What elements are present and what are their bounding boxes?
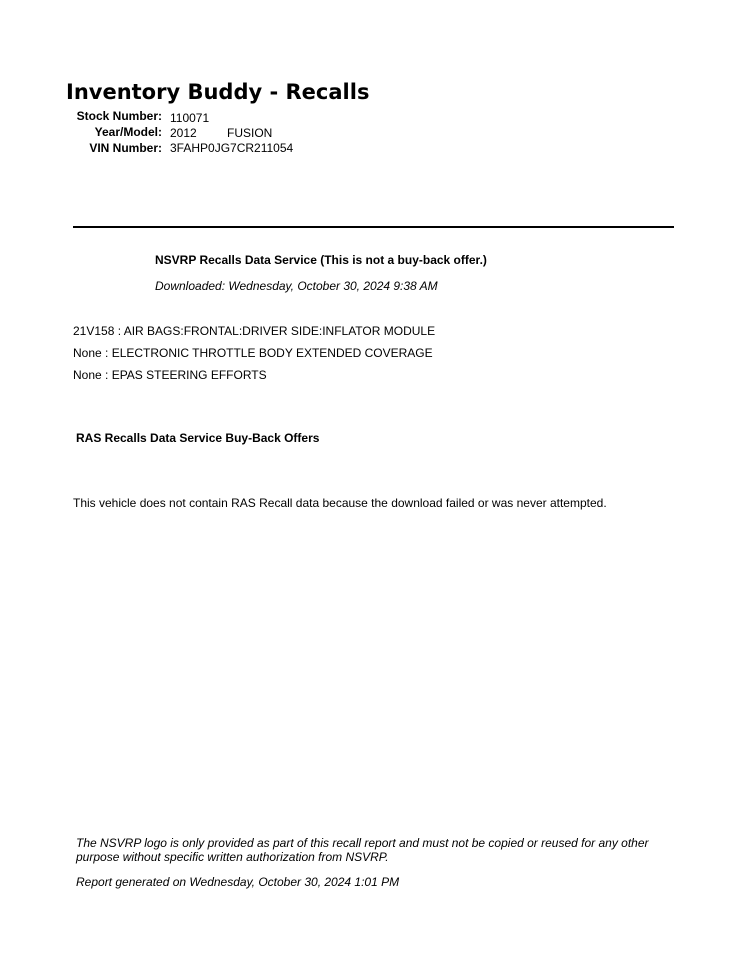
model-value: FUSION: [227, 126, 273, 140]
recall-item: None : EPAS STEERING EFFORTS: [73, 368, 267, 382]
year-model-label: Year/Model:: [94, 125, 162, 139]
year-value: 2012: [170, 126, 197, 140]
nsvrp-disclaimer: The NSVRP logo is only provided as part of this recall report and must not be copied or reused for any other purpose without specific written authorization from NSVRP.: [76, 836, 649, 864]
ras-message: This vehicle does not contain RAS Recall data because the download failed or was never attempted.: [73, 496, 607, 510]
stock-number-value: 110071: [170, 111, 210, 125]
stock-number-label: Stock Number:: [76, 109, 162, 123]
vin-number-label: VIN Number:: [89, 141, 162, 155]
section-divider: [73, 226, 674, 228]
vin-number-value: 3FAHP0JG7CR211054: [170, 141, 294, 155]
recall-item: 21V158 : AIR BAGS:FRONTAL:DRIVER SIDE:INFLATOR MODULE: [73, 324, 436, 338]
nsvrp-heading: NSVRP Recalls Data Service (This is not a buy-back offer.): [155, 253, 487, 267]
report-generated: Report generated on Wednesday, October 30, 2024 1:01 PM: [76, 875, 400, 889]
recall-item: None : ELECTRONIC THROTTLE BODY EXTENDED COVERAGE: [73, 346, 433, 360]
report-title: Inventory Buddy - Recalls: [66, 80, 370, 104]
ras-heading: RAS Recalls Data Service Buy-Back Offers: [76, 431, 320, 445]
nsvrp-downloaded: Downloaded: Wednesday, October 30, 2024 9:38 AM: [155, 279, 438, 293]
